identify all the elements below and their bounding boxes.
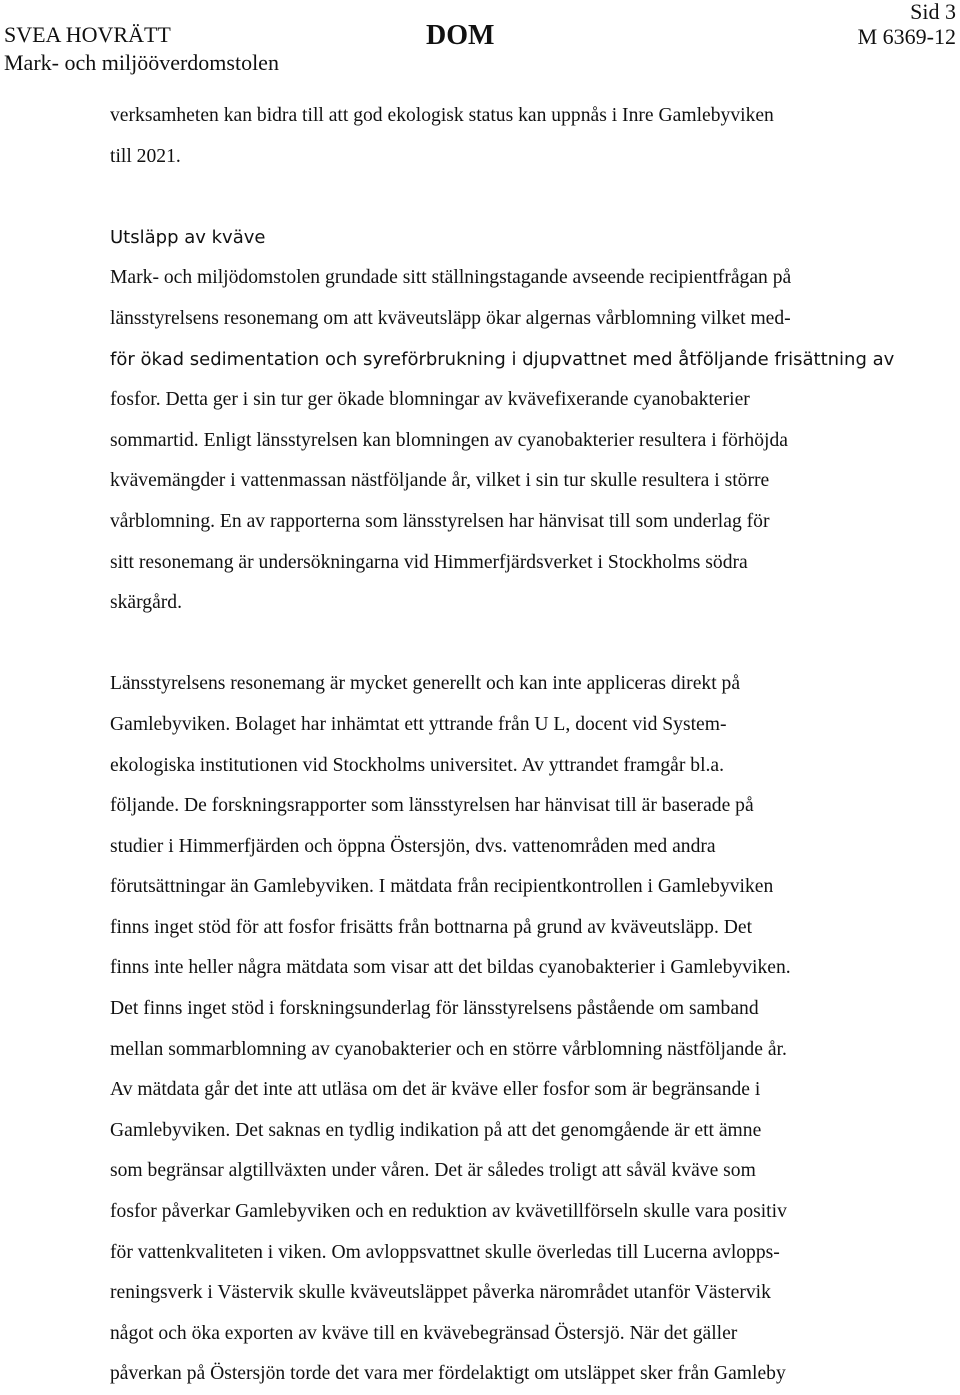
text-line: finns inget stöd för att fosfor frisätts från bottnarna på grund av kväveutsläpp. Det	[110, 916, 753, 938]
text-line: fosfor påverkar Gamlebyviken och en reduktion av kvävetillförseln skulle vara positiv	[110, 1201, 787, 1223]
section-heading-block	[110, 218, 940, 259]
text-line: Det finns inget stöd i forskningsunderlag för länsstyrelsens påstående om samband	[110, 998, 759, 1020]
text-line: förutsättningar än Gamlebyviken. I mätdata från recipientkontrollen i Gamlebyviken	[110, 876, 774, 898]
text-line: verksamheten kan bidra till att god ekologisk status kan uppnås i Inre Gamlebyviken	[110, 105, 774, 126]
text-line: länsstyrelsens resonemang om att kväveutsläpp ökar algernas vårblomning vilket med-	[110, 307, 791, 329]
document-type: DOM	[426, 20, 495, 51]
text-line: Av mätdata går det inte att utläsa om det är kväve eller fosfor som är begränsande i	[110, 1079, 761, 1101]
court-name: SVEA HOVRÄTT	[4, 22, 171, 47]
text-line: Gamlebyviken. Det saknas en tydlig indikation på att det genomgående är ett ämne	[110, 1119, 762, 1141]
text-line: skärgård.	[110, 592, 183, 614]
text-line: studier i Himmerfjärden och öppna Östersjön, dvs. vattenområden med andra	[110, 835, 716, 857]
text-line: reningsverk i Västervik skulle kväveutsläppet påverka närområdet utanför Västervik	[110, 1282, 771, 1304]
text-line: fosfor. Detta ger i sin tur ger ökade blomningar av kvävefixerande cyanobakterier	[110, 389, 750, 411]
case-number: M 6369-12	[857, 24, 956, 49]
text-line: något och öka exporten av kväve till en kvävebegränsad Östersjö. När det gäller	[110, 1322, 738, 1344]
page-number: Sid 3	[910, 0, 956, 24]
text-line: för ökad sedimentation och syreförbrukning i djupvattnet med åtföljande frisättning av	[110, 348, 895, 370]
section-heading: Utsläpp av kväve	[110, 226, 266, 248]
text-line: för vattenkvaliteten i viken. Om avloppsvattnet skulle överledas till Lucerna avlopps-	[110, 1241, 780, 1263]
document-body	[110, 96, 940, 1395]
text-line: kvävemängder i vattenmassan nästföljande år, vilket i sin tur skulle resultera i större	[110, 470, 770, 492]
text-line: vårblomning. En av rapporterna som länsstyrelsen har hänvisat till som underlag för	[110, 510, 770, 532]
text-line: ekologiska institutionen vid Stockholms universitet. Av yttrandet framgår bl.a.	[110, 754, 725, 776]
text-line: till 2021.	[110, 145, 181, 167]
text-line: sommartid. Enligt länsstyrelsen kan blomningen av cyanobakterier resultera i förhöjda	[110, 429, 788, 451]
paragraph-1	[110, 96, 940, 177]
text-line: följande. De forskningsrapporter som länsstyrelsen har hänvisat till är baserade på	[110, 795, 754, 817]
paragraph-3	[110, 664, 940, 1395]
page-header	[0, 0, 960, 80]
text-line: Gamlebyviken. Bolaget har inhämtat ett yttrande från U L, docent vid System-	[110, 713, 727, 735]
paragraph-2	[110, 258, 940, 623]
text-line: som begränsar algtillväxten under våren. Det är således troligt att såväl kväve som	[110, 1160, 756, 1182]
text-line: mellan sommarblomning av cyanobakterier och en större vårblomning nästföljande år.	[110, 1038, 787, 1060]
text-line: sitt resonemang är undersökningarna vid Himmerfjärdsverket i Stockholms södra	[110, 551, 748, 573]
text-line: Mark- och miljödomstolen grundade sitt ställningstagande avseende recipientfrågan på	[110, 267, 792, 289]
court-division: Mark- och miljööverdomstolen	[4, 50, 279, 75]
text-line: påverkan på Östersjön torde det vara mer fördelaktigt om utsläppet sker från Gamleby	[110, 1363, 786, 1385]
text-line: finns inte heller några mätdata som visar att det bildas cyanobakterier i Gamlebyviken.	[110, 957, 791, 979]
text-line: Länsstyrelsens resonemang är mycket generellt och kan inte appliceras direkt på	[110, 673, 741, 695]
